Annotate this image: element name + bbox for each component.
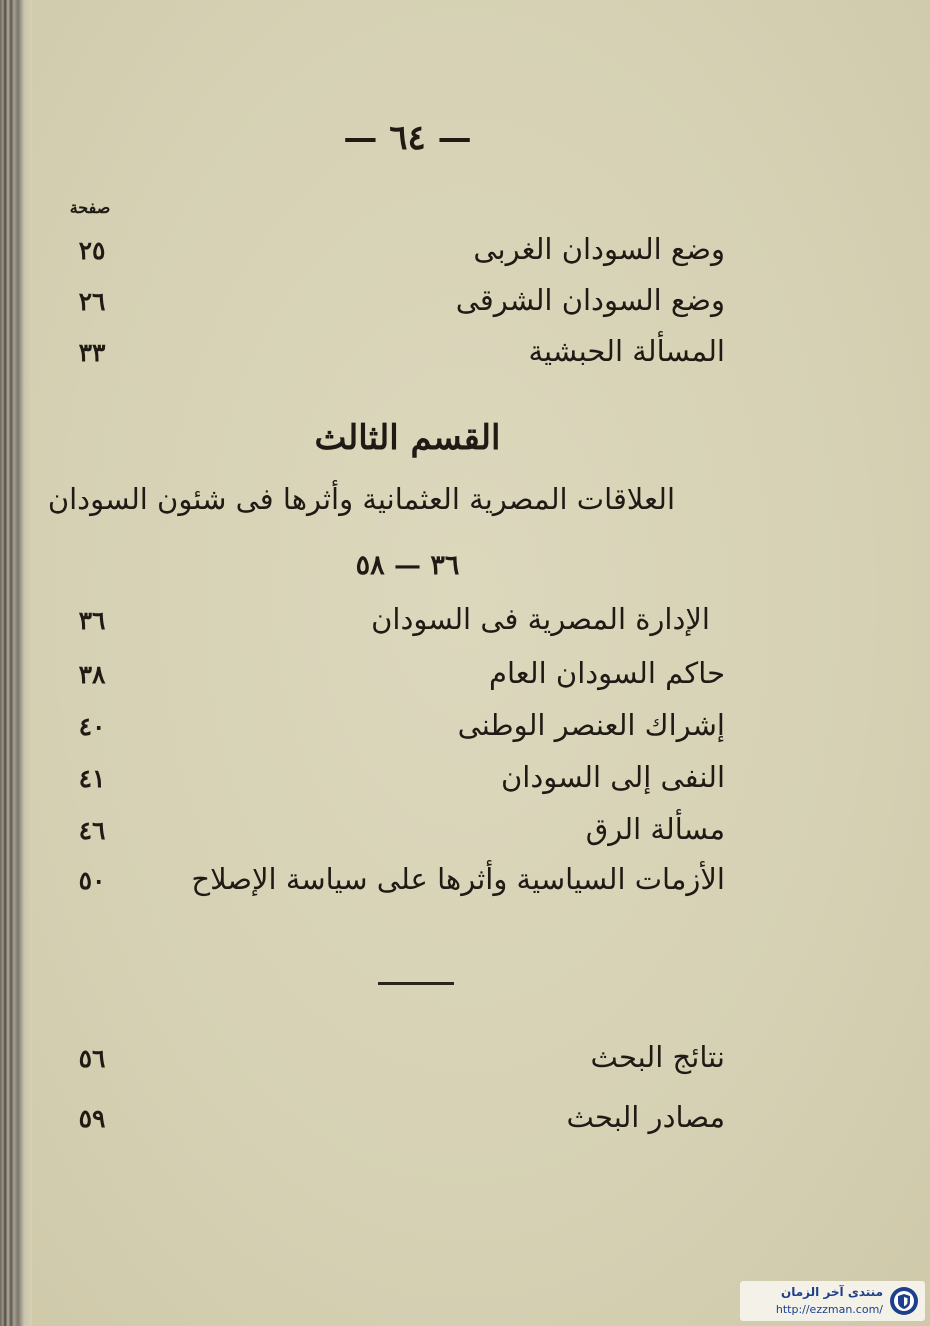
toc-entry xyxy=(0,708,930,756)
toc-entry xyxy=(0,862,930,910)
page-number: — ٦٤ — xyxy=(343,118,472,158)
toc-entry-title: حاكم السودان العام xyxy=(489,656,725,690)
toc-entry-page: ٥٦ xyxy=(78,1044,106,1073)
toc-entry-title: وضع السودان الشرقى xyxy=(455,283,725,317)
toc-entry-page: ٣٣ xyxy=(78,338,106,367)
watermark-url[interactable]: http://ezzman.com/ xyxy=(775,1303,883,1316)
toc-entry xyxy=(0,334,930,382)
watermark-title: منتدى آخر الزمان xyxy=(781,1285,883,1299)
shield-logo-icon xyxy=(889,1286,919,1316)
toc-entry-page: ٥٠ xyxy=(78,866,106,895)
forum-watermark[interactable] xyxy=(740,1281,925,1321)
toc-entry-title: مسألة الرق xyxy=(585,812,725,846)
section-page-range: ٣٦ — ٥٨ xyxy=(355,550,460,581)
toc-entry-title: مصادر البحث xyxy=(566,1100,725,1134)
section-divider xyxy=(378,982,454,985)
toc-entry-page: ٥٩ xyxy=(78,1104,106,1133)
toc-entry xyxy=(0,602,930,650)
page-column-label: صفحة xyxy=(69,198,111,217)
toc-entry xyxy=(0,760,930,808)
toc-entry xyxy=(0,656,930,704)
toc-entry-title: إشراك العنصر الوطنى xyxy=(457,708,725,742)
toc-entry-page: ٣٨ xyxy=(78,660,106,689)
toc-entry-title: نتائج البحث xyxy=(590,1040,725,1074)
toc-entry-title: الأزمات السياسية وأثرها على سياسة الإصلاح xyxy=(191,862,725,896)
toc-entry-title: الإدارة المصرية فى السودان xyxy=(371,602,710,636)
toc-entry xyxy=(0,1040,930,1088)
toc-entry-page: ٢٦ xyxy=(78,287,106,316)
toc-entry xyxy=(0,232,930,280)
toc-entry-page: ٤٦ xyxy=(78,816,106,845)
toc-entry xyxy=(0,1100,930,1148)
toc-entry-title: النفى إلى السودان xyxy=(501,760,725,794)
section-subtitle: العلاقات المصرية العثمانية وأثرها فى شئون السودان xyxy=(47,482,675,516)
section-heading: القسم الثالث xyxy=(314,418,501,458)
toc-entry-title: المسألة الحبشية xyxy=(528,334,725,368)
toc-entry xyxy=(0,812,930,860)
toc-entry-page: ٤٠ xyxy=(78,712,106,741)
toc-entry-title: وضع السودان الغربى xyxy=(473,232,725,266)
toc-entry-page: ٣٦ xyxy=(78,606,106,635)
toc-entry xyxy=(0,283,930,331)
toc-entry-page: ٤١ xyxy=(78,764,106,793)
toc-entry-page: ٢٥ xyxy=(78,236,106,265)
